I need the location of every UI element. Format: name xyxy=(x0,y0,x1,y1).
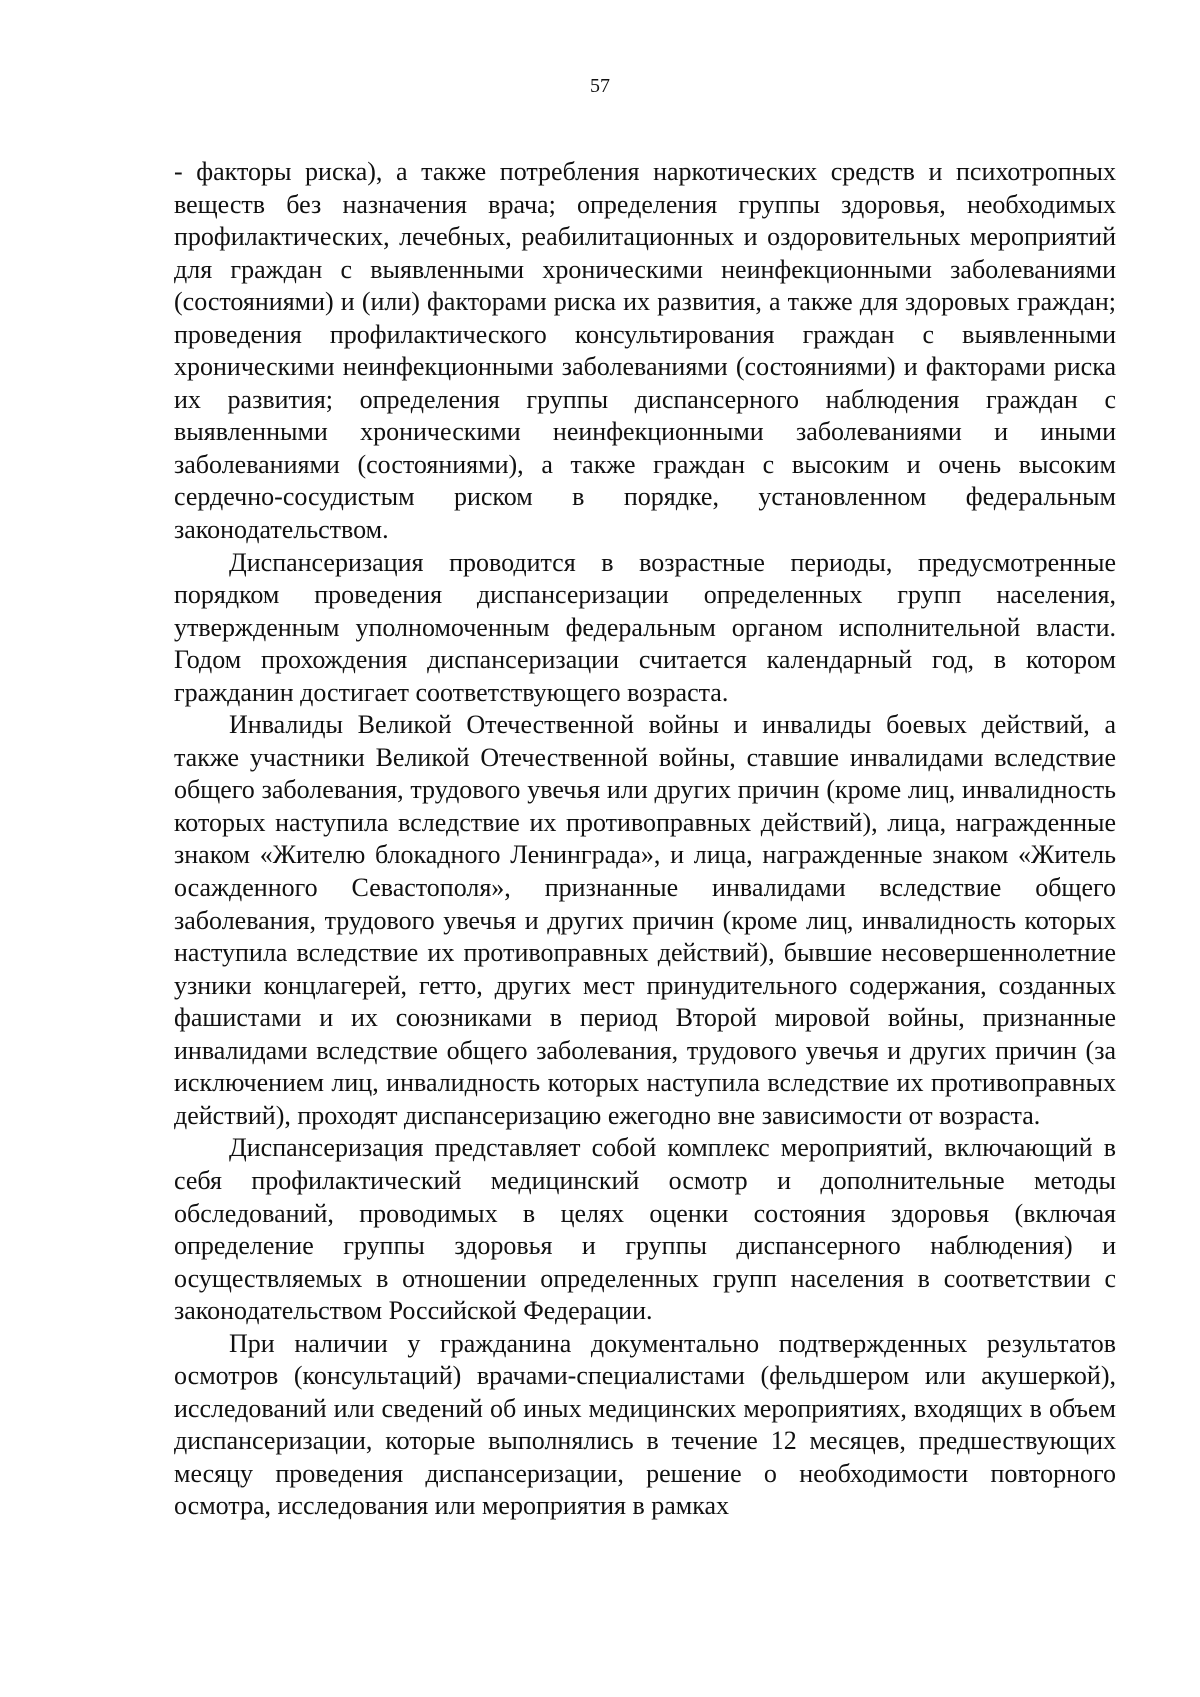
paragraph-war-veterans: Инвалиды Великой Отечественной войны и инвалиды боевых действий, а также участники Великой Отечественной войны, ставшие инвалидами вследствие общего заболевания, трудового увечья или других причин (кроме лиц, инвалидность которых наступила вследствие их противоправных действий), лица, награжденные знаком «Жителю блокадного Ленинграда», и лица, награжденные знаком «Житель осажденного Севастополя», признанные инвалидами вследствие общего заболевания, трудового увечья и других причин (кроме лиц, инвалидность которых наступила вследствие их противоправных действий), бывшие несовершеннолетние узники концлагерей, гетто, других мест принудительного содержания, созданных фашистами и их союзниками в период Второй мировой войны, признанные инвалидами вследствие общего заболевания, трудового увечья и других причин (за исключением лиц, инвалидность которых наступила вследствие их противоправных действий), проходят диспансеризацию ежегодно вне зависимости от возраста. xyxy=(174,710,1116,1130)
paragraph-age-periods: Диспансеризация проводится в возрастные периоды, предусмотренные порядком проведения диспансеризации определенных групп населения, утвержденным уполномоченным федеральным органом исполнительной власти. Годом прохождения диспансеризации считается календарный год, в котором гражданин достигает соответствующего возраста. xyxy=(174,547,1116,707)
page-number: 57 xyxy=(590,75,610,97)
paragraph-prior-results: При наличии у гражданина документально подтвержденных результатов осмотров (консультаций) врачами-специалистами (фельдшером или акушеркой), исследований или сведений об иных медицинских мероприятиях, входящих в объем диспансеризации, которые выполнялись в течение 12 месяцев, предшествующих месяцу проведения диспансеризации, решение о необходимости повторного осмотра, исследования или мероприятия в рамках xyxy=(174,1328,1116,1521)
document-body xyxy=(174,156,1116,1523)
paragraph-definition: Диспансеризация представляет собой комплекс мероприятий, включающий в себя профилактический медицинский осмотр и дополнительные методы обследований, проводимых в целях оценки состояния здоровья (включая определение группы здоровья и группы диспансерного наблюдения) и осуществляемых в отношении определенных групп населения в соответствии с законодательством Российской Федерации. xyxy=(174,1133,1116,1326)
paragraph-continuation: - факторы риска), а также потребления наркотических средств и психотропных веществ без назначения врача; определения группы здоровья, необходимых профилактических, лечебных, реабилитационных и оздоровительных мероприятий для граждан с выявленными хроническими неинфекционными заболеваниями (состояниями) и (или) факторами риска их развития, а также для здоровых граждан; проведения профилактического консультирования граждан с выявленными хроническими неинфекционными заболеваниями (состояниями) и факторами риска их развития; определения группы диспансерного наблюдения граждан с выявленными хроническими неинфекционными заболеваниями и иными заболеваниями (состояниями), а также граждан с высоким и очень высоким сердечно-сосудистым риском в порядке, установленном федеральным законодательством. xyxy=(174,157,1116,545)
